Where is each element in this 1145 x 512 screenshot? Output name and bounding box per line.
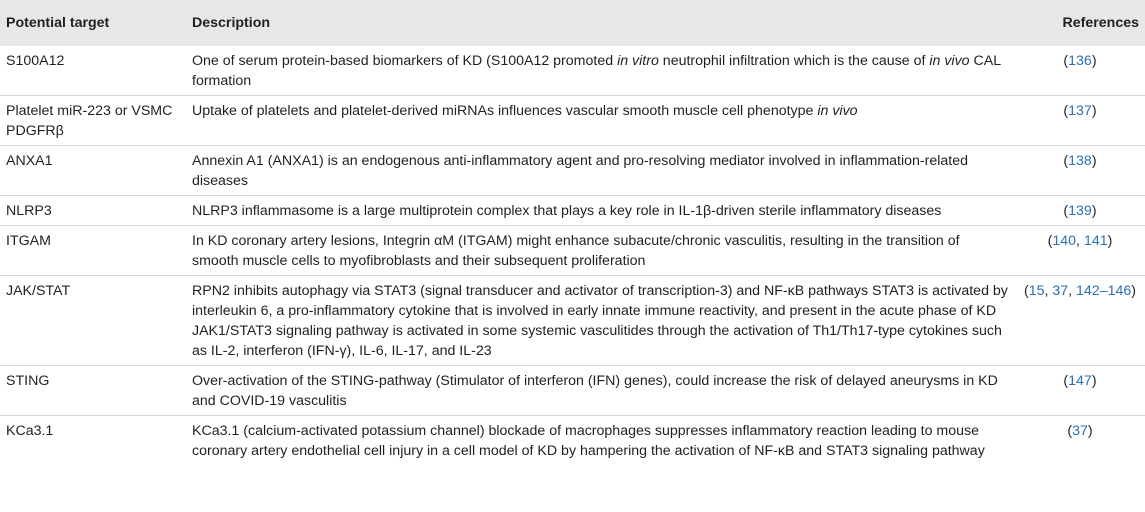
table-row (0, 226, 1145, 276)
reference-link[interactable]: 37 (1072, 423, 1088, 439)
reference-punct: ( (1067, 423, 1073, 439)
text-segment: NLRP3 inflammasome is a large multiprotein complex that plays a key role in IL-1β-driven sterile inflammatory diseases (192, 203, 942, 219)
header-description: Description (192, 15, 271, 31)
reference-link[interactable]: 137 (1068, 103, 1092, 119)
reference-punct: ) (1091, 103, 1097, 119)
reference-link[interactable]: 37 (1052, 283, 1069, 299)
reference-link[interactable]: 15 (1028, 283, 1045, 299)
reference-link[interactable]: 142–146 (1076, 283, 1132, 299)
cell-references (1015, 366, 1145, 416)
reference-punct: , (1068, 283, 1077, 299)
reference-punct: ( (1063, 153, 1069, 169)
reference-link[interactable]: 139 (1068, 203, 1092, 219)
text-segment: CAL formation (192, 53, 1001, 89)
table-row (0, 416, 1145, 466)
cell-references (1015, 226, 1145, 276)
cell-references (1015, 96, 1145, 146)
reference-punct: ) (1087, 423, 1093, 439)
table-header (0, 0, 1145, 46)
reference-punct: ( (1063, 203, 1069, 219)
header-potential-target: Potential target (6, 15, 110, 31)
reference-link[interactable]: 136 (1068, 53, 1092, 69)
cell-references (1015, 416, 1145, 466)
reference-punct: ) (1091, 373, 1097, 389)
reference-link[interactable]: 140 (1052, 233, 1077, 249)
cell-target: NLRP3 (0, 196, 186, 226)
cell-target: ANXA1 (0, 146, 186, 196)
reference-punct: ( (1047, 233, 1053, 249)
text-segment: One of serum protein-based biomarkers of KD (S100A12 promoted (192, 53, 618, 69)
text-segment: Uptake of platelets and platelet-derived miRNAs influences vascular smooth muscle cell phenotype (192, 103, 818, 119)
cell-description (186, 96, 1015, 146)
text-segment: neutrophil infiltration which is the cause of (658, 53, 930, 69)
cell-target: Platelet miR-223 or VSMC PDGFRβ (0, 96, 186, 146)
reference-punct: ) (1131, 283, 1137, 299)
cell-target: S100A12 (6, 53, 65, 69)
reference-punct: ( (1063, 53, 1069, 69)
reference-link[interactable]: 141 (1083, 233, 1108, 249)
table-row (0, 46, 1145, 96)
table-row (0, 146, 1145, 196)
text-segment: Annexin A1 (ANXA1) is an endogenous anti-inflammatory agent and pro-resolving mediator involved in inflammation-related diseases (192, 153, 969, 189)
reference-punct: ) (1091, 53, 1097, 69)
cell-references (1015, 146, 1145, 196)
italic-text: in vivo (817, 103, 858, 119)
cell-description (186, 146, 1015, 196)
header-references: References (1062, 15, 1139, 31)
header-row (0, 0, 1145, 46)
reference-link[interactable]: 138 (1068, 153, 1092, 169)
text-segment: KCa3.1 (calcium-activated potassium channel) blockade of macrophages suppresses inflammatory reaction leading to mouse coronary artery endothelial cell injury in a cell model of KD by hampering the activation of NF-κB and STAT3 signaling pathway (192, 423, 985, 459)
table-row (0, 96, 1145, 146)
reference-punct: , (1044, 283, 1053, 299)
cell-description (186, 226, 1015, 276)
cell-description (186, 366, 1015, 416)
cell-target: STING (0, 366, 186, 416)
cell-references (1015, 276, 1145, 366)
cell-description (186, 276, 1015, 366)
reference-link[interactable]: 147 (1068, 373, 1092, 389)
table-body (0, 46, 1145, 465)
italic-text: in vivo (929, 53, 970, 69)
table-row (0, 276, 1145, 366)
cell-target: ITGAM (0, 226, 186, 276)
cell-target: JAK/STAT (0, 276, 186, 366)
cell-description (186, 416, 1015, 466)
table-row (0, 196, 1145, 226)
table-row (0, 366, 1145, 416)
reference-punct: ( (1063, 103, 1069, 119)
reference-punct: , (1076, 233, 1084, 249)
cell-references (1015, 46, 1145, 96)
reference-punct: ) (1091, 203, 1097, 219)
cell-description (186, 46, 1015, 96)
reference-punct: ( (1063, 373, 1069, 389)
cell-references (1015, 196, 1145, 226)
italic-text: in vitro (617, 53, 659, 69)
text-segment: In KD coronary artery lesions, Integrin αM (ITGAM) might enhance subacute/chronic vasculitis, resulting in the transition of smooth muscle cells to myofibroblasts and their subsequent proliferation (192, 233, 960, 269)
cell-description (186, 196, 1015, 226)
text-segment: Over-activation of the STING-pathway (Stimulator of interferon (IFN) genes), could increase the risk of delayed aneurysms in KD and COVID-19 vasculitis (192, 373, 998, 409)
reference-punct: ) (1091, 153, 1097, 169)
reference-punct: ( (1023, 283, 1029, 299)
text-segment: RPN2 inhibits autophagy via STAT3 (signal transducer and activator of transcription-3) and NF-κB pathways STAT3 is activated by interleukin 6, a pro-inflammatory cytokine that is involved in early innate immune reactivity, and present in the acute phase of KD JAK1/STAT3 signaling pathway is activated in some systemic vasculitides through the activation of Th1/Th17-type cytokines such as IL-2, interferon (IFN-γ), IL-6, IL-17, and IL-23 (192, 283, 1008, 359)
cell-target: KCa3.1 (0, 416, 186, 466)
reference-punct: ) (1107, 233, 1113, 249)
